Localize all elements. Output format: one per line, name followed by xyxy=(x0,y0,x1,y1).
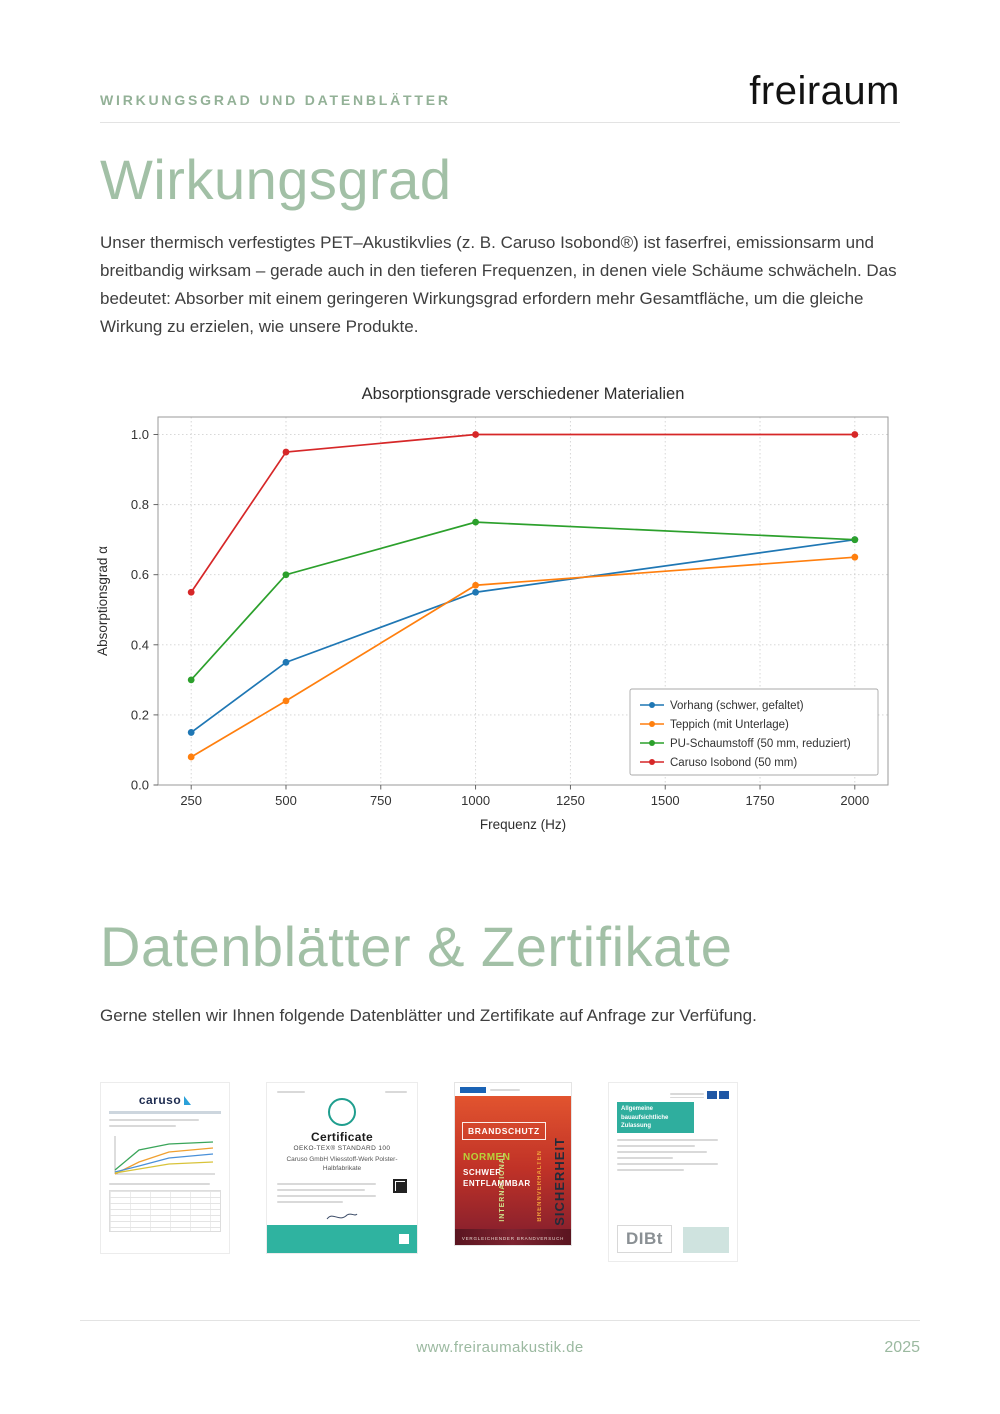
chart-svg xyxy=(90,377,910,847)
svg-text:0.4: 0.4 xyxy=(130,637,149,653)
chart-series-3 xyxy=(188,432,858,597)
dibt-header xyxy=(617,1091,729,1100)
certificate-text-lines xyxy=(277,1179,387,1207)
sicherheit-vertical-label: SICHERHEIT xyxy=(552,1136,567,1226)
brochure-top-strip xyxy=(455,1083,571,1096)
qr-code-icon xyxy=(393,1179,407,1193)
wirkungsgrad-title: Wirkungsgrad xyxy=(100,148,452,211)
svg-text:0.8: 0.8 xyxy=(130,497,149,513)
text-line-placeholder xyxy=(617,1139,718,1141)
footer-year: 2025 xyxy=(884,1339,920,1356)
svg-text:2000: 2000 xyxy=(840,793,870,809)
wirkungsgrad-body: Unser thermisch verfestigtes PET–Akustikvlies (z. B. Caruso Isobond®) ist faserfrei, emissionsarm und breitbandig wirksam – gerade auch in den tieferen Frequenzen, in denen viele Schäume schwächeln. Das bedeutet: Absorber mit einem geringeren Wirkungsgrad erfordern mehr Gesamtfläche, um die gleiche Wirkung zu erzielen, wie unsere Produkte. xyxy=(100,232,897,337)
header-eyebrow: WIRKUNGSGRAD UND DATENBLÄTTER xyxy=(100,92,451,108)
svg-text:250: 250 xyxy=(180,793,203,809)
certificate-standard: OEKO-TEX® STANDARD 100 xyxy=(293,1145,391,1153)
brandversuch-caption: VERGLEICHENDER BRANDVERSUCH xyxy=(461,1235,565,1241)
freiraum-logo: freiraum xyxy=(749,69,900,113)
chart-title: Absorptionsgrade verschiedener Materialien xyxy=(361,385,685,404)
datenblaetter-title: Datenblätter & Zertifikate xyxy=(100,915,733,979)
svg-text:1500: 1500 xyxy=(650,793,680,809)
thumbnail-caruso-datasheet xyxy=(100,1082,230,1254)
caruso-sail-icon xyxy=(184,1096,191,1105)
zulassung-label-text: Allgemeine bauaufsichtliche Zulassung xyxy=(621,1106,669,1130)
dibt-footer-band xyxy=(683,1227,729,1253)
brandschutz-title-box xyxy=(462,1122,546,1140)
svg-text:1.0: 1.0 xyxy=(130,427,149,443)
text-line-placeholder xyxy=(385,1091,407,1093)
svg-text:Vorhang (schwer, gefaltet): Vorhang (schwer, gefaltet) xyxy=(670,700,804,713)
svg-text:Caruso Isobond (50 mm): Caruso Isobond (50 mm) xyxy=(670,757,798,770)
chart-legend xyxy=(630,689,878,775)
dibt-wordmark-box xyxy=(617,1225,672,1253)
certificate-holder: Caruso GmbH Vliesstoff-Werk Polster-Halbfabrikate xyxy=(286,1156,398,1173)
schwer-label: SCHWER xyxy=(463,1168,502,1178)
text-line-placeholder xyxy=(617,1163,718,1165)
text-line-placeholder xyxy=(670,1097,704,1099)
entflammbar-label: ENTFLAMMBAR xyxy=(463,1179,531,1189)
thumbnail-brandschutz-brochure xyxy=(454,1082,572,1246)
svg-text:PU-Schaumstoff (50 mm, reduzie: PU-Schaumstoff (50 mm, reduziert) xyxy=(670,738,851,751)
brochure-cover xyxy=(455,1096,571,1246)
brochure-bottom-strip xyxy=(455,1229,571,1246)
text-line-placeholder xyxy=(617,1157,673,1159)
svg-text:Teppich (mit Unterlage): Teppich (mit Unterlage) xyxy=(670,719,789,732)
svg-text:0.6: 0.6 xyxy=(130,567,149,583)
svg-text:1000: 1000 xyxy=(461,793,491,809)
text-line-placeholder xyxy=(277,1189,365,1191)
text-line-placeholder xyxy=(109,1119,199,1121)
text-line-placeholder xyxy=(617,1151,707,1153)
text-line-placeholder xyxy=(109,1183,210,1185)
dibt-wordmark: DIBt xyxy=(626,1229,663,1249)
footer-band-square xyxy=(399,1234,409,1244)
svg-text:500: 500 xyxy=(275,793,297,809)
text-line-placeholder xyxy=(670,1093,704,1095)
certificate-footer-band xyxy=(267,1225,417,1253)
absorption-chart xyxy=(90,377,910,852)
signature-icon xyxy=(325,1209,359,1223)
thumbnail-oekotex-certificate xyxy=(266,1082,418,1254)
publisher-logo-icon xyxy=(460,1087,486,1093)
chart-ylabel: Absorptionsgrad α xyxy=(95,546,110,657)
text-line-placeholder xyxy=(617,1145,695,1147)
text-line-placeholder xyxy=(109,1125,176,1127)
oekotex-badge-icon xyxy=(328,1098,356,1126)
zulassung-label xyxy=(617,1102,694,1133)
international-vertical-label: INTERNATIONAL xyxy=(499,1151,506,1222)
certificate-mid-block xyxy=(277,1179,407,1207)
text-line-placeholder xyxy=(277,1183,376,1185)
svg-text:1750: 1750 xyxy=(745,793,775,809)
brennverhalten-vertical-label: BRENNVERHALTEN xyxy=(537,1149,543,1222)
dibt-footer-row xyxy=(617,1225,729,1253)
caruso-logo-row xyxy=(109,1093,221,1107)
caruso-wordmark: caruso xyxy=(138,1093,182,1108)
text-line-placeholder xyxy=(277,1091,305,1093)
page-footer xyxy=(80,1320,920,1357)
dibt-logo-blocks-icon xyxy=(707,1091,729,1100)
mini-table xyxy=(109,1190,221,1232)
page-header xyxy=(100,0,900,123)
text-line-placeholder xyxy=(277,1195,376,1197)
certificate-title: Certificate xyxy=(311,1130,373,1145)
svg-text:750: 750 xyxy=(369,793,392,809)
divider xyxy=(109,1111,221,1114)
footer-url-link[interactable]: www.freiraumakustik.de xyxy=(416,1339,584,1356)
normen-label: NORMEN xyxy=(463,1152,511,1164)
chart-xlabel: Frequenz (Hz) xyxy=(479,817,567,833)
thumbnail-dibt-zulassung xyxy=(608,1082,738,1262)
brandschutz-title: BRANDSCHUTZ xyxy=(468,1126,540,1137)
svg-text:1250: 1250 xyxy=(555,793,585,809)
datenblaetter-body: Gerne stellen wir Ihnen folgende Datenblätter und Zertifikate auf Anfrage zur Verfüfung. xyxy=(100,1006,757,1026)
svg-text:0.2: 0.2 xyxy=(130,707,149,723)
certificate-thumbnails xyxy=(100,1082,900,1262)
mini-chart-icon xyxy=(109,1132,219,1178)
dibt-header-lines xyxy=(670,1091,704,1100)
text-line-placeholder xyxy=(277,1201,343,1203)
svg-text:0.0: 0.0 xyxy=(130,777,149,793)
certificate-header-lines xyxy=(277,1091,407,1093)
text-line-placeholder xyxy=(490,1089,520,1091)
text-line-placeholder xyxy=(617,1169,684,1171)
chart-series-2 xyxy=(188,519,858,684)
